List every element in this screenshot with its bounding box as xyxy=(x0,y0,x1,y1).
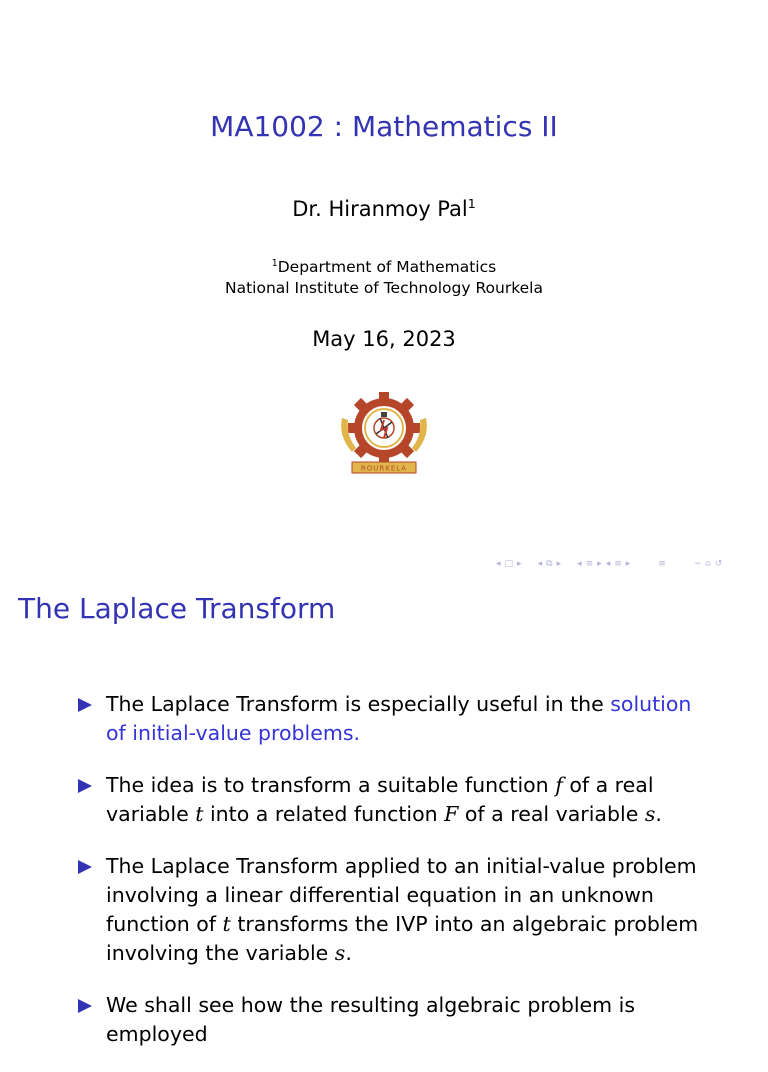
affiliation-department: Department of Mathematics xyxy=(277,258,497,276)
bullet-text-end: . xyxy=(353,721,361,745)
logo-ribbon-text: ROURKELA xyxy=(360,464,408,473)
nit-rourkela-logo xyxy=(334,388,434,476)
affiliation-institute: National Institute of Technology Rourkela xyxy=(225,279,543,297)
bullet-triangle-icon xyxy=(78,999,92,1013)
bullet-text: The idea is to transform a suitable function xyxy=(106,773,556,797)
math-variable: F xyxy=(444,802,459,826)
nav-next-doc-icon[interactable]: ▸ xyxy=(625,559,631,569)
nav-prev-section-icon[interactable]: ◂ xyxy=(577,559,582,569)
nav-doc-icon[interactable]: ≡ xyxy=(614,559,622,569)
list-item xyxy=(76,991,716,1049)
presentation-title: MA1002 : Mathematics II xyxy=(210,110,558,143)
frame-title: The Laplace Transform xyxy=(18,592,336,625)
bullet-text: . xyxy=(655,802,662,826)
math-variable: t xyxy=(222,912,231,936)
affiliation-footnote-mark: 1 xyxy=(271,257,278,269)
nav-next-subsection-icon[interactable]: ▸ xyxy=(556,559,562,569)
navigation-symbols xyxy=(496,557,722,571)
nav-next-frame-icon[interactable]: ▸ xyxy=(517,559,522,569)
bullet-triangle-icon xyxy=(78,698,92,712)
affiliation xyxy=(0,257,768,299)
bullet-text: We shall see how the resulting algebraic problem is employed xyxy=(106,993,636,1046)
bullet-text: The Laplace Transform applied to an initial-value problem involving a linear differential equation in an unknown function of xyxy=(106,854,697,936)
bullet-text: The Laplace Transform is especially useful in the xyxy=(106,692,611,716)
list-item xyxy=(76,852,716,968)
nav-next-section-icon[interactable]: ▸ xyxy=(597,559,602,569)
nav-frame-icon[interactable]: □ xyxy=(504,559,514,569)
author-name: Dr. Hiranmoy Pal xyxy=(292,197,468,221)
bullet-text: into a related function xyxy=(203,802,445,826)
nav-document-icon[interactable]: ≡ xyxy=(658,559,666,569)
bullet-text: transforms the IVP into an algebraic problem involving the variable xyxy=(106,912,699,965)
highlighted-link-text[interactable]: solution of initial-value problems xyxy=(106,692,692,745)
nav-prev-frame-icon[interactable]: ◂ xyxy=(496,559,501,569)
bullet-text: of a real variable xyxy=(106,773,654,826)
nav-zoom-icon[interactable]: ⍝ xyxy=(705,559,711,569)
bullet-text: of a real variable xyxy=(458,802,645,826)
bullet-triangle-icon xyxy=(78,779,92,793)
math-variable: s xyxy=(644,802,656,826)
bullet-triangle-icon xyxy=(78,860,92,874)
math-variable: s xyxy=(334,941,346,965)
bullet-list xyxy=(76,690,716,1072)
list-item xyxy=(76,690,716,748)
nav-prev-subsection-icon[interactable]: ◂ xyxy=(537,559,543,569)
nav-search-icon[interactable]: ∽ xyxy=(693,559,702,569)
laplace-slide xyxy=(0,575,768,1046)
list-item xyxy=(76,771,716,829)
math-variable: t xyxy=(195,802,204,826)
author-footnote-mark: 1 xyxy=(467,196,476,211)
nav-back-icon[interactable]: ↺ xyxy=(714,559,723,569)
bullet-text: . xyxy=(345,941,352,965)
presentation-date: May 16, 2023 xyxy=(312,327,456,351)
author-line xyxy=(0,197,768,221)
nav-subsection-icon[interactable]: ⧉ xyxy=(546,559,553,569)
math-variable: f xyxy=(555,773,563,797)
nav-section-icon[interactable]: ≡ xyxy=(585,559,594,569)
nav-prev-doc-icon[interactable]: ◂ xyxy=(605,559,611,569)
